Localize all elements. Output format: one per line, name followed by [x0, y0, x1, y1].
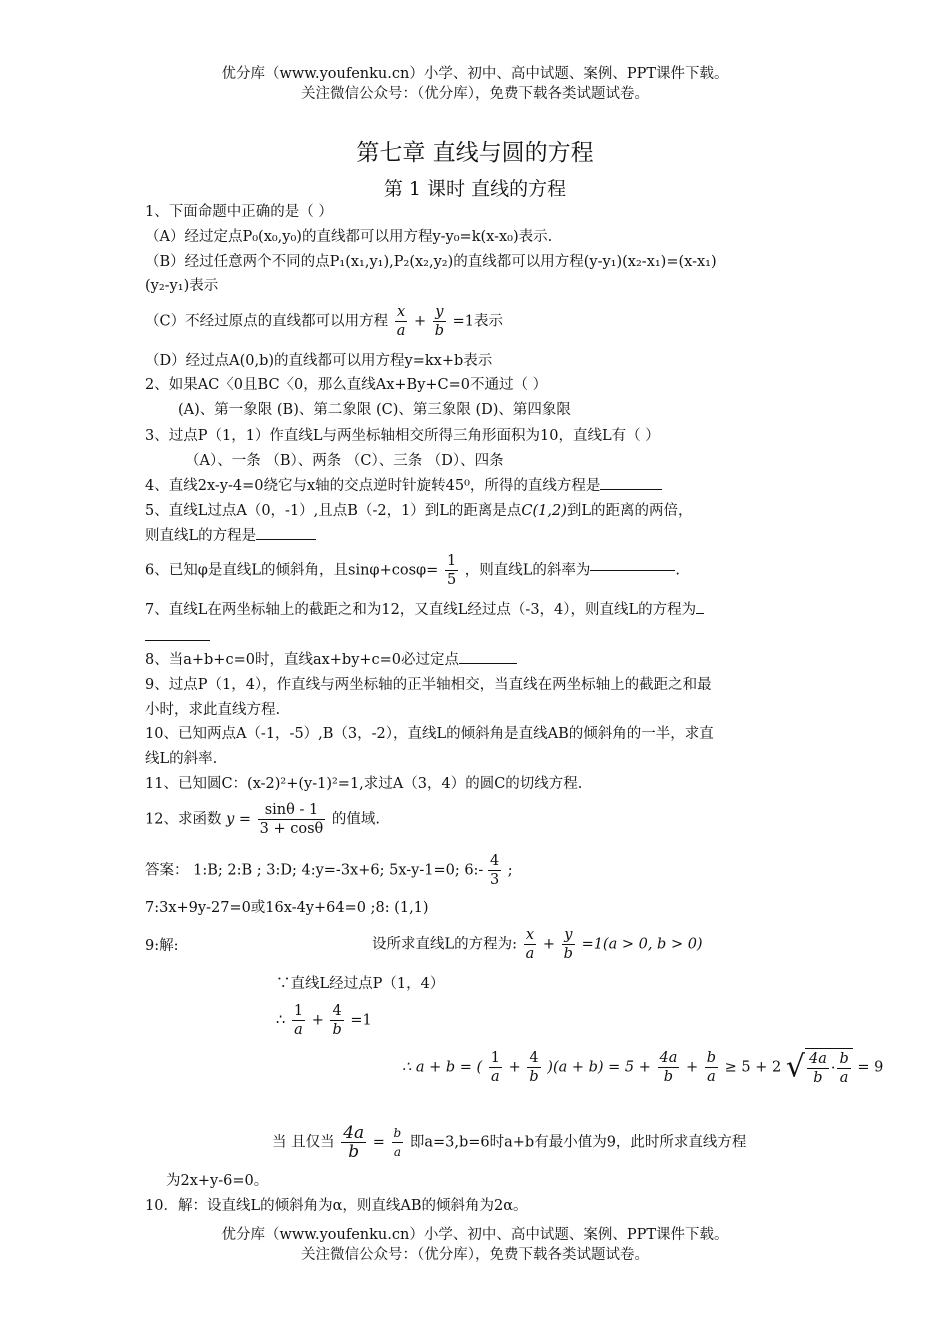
header-line-1: 优分库（www.youfenku.cn）小学、初中、高中试题、案例、PPT课件下载。: [221, 66, 729, 82]
footer-line-1: 优分库（www.youfenku.cn）小学、初中、高中试题、案例、PPT课件下载。: [221, 1227, 729, 1243]
fraction-x-over-a: $\frac{x}{a}$: [396, 304, 406, 339]
answer-blank: [600, 489, 662, 490]
sol9-when: 当 且仅当 $\frac{4a}{b}$ = $\frac{b}{a}$ 即a=3,b=6时a+b有最小值为9，此时所求直线方程: [272, 1123, 747, 1162]
q5-line-2: 则直线L的方程是: [145, 526, 316, 546]
answers-line-1: 答案： 1:B; 2:B ; 3:D; 4:y=-3x+6; 5x-y-1=0; 6:- $\frac{4}{3}$ ;: [145, 853, 513, 888]
answer-blank: [256, 539, 316, 540]
q9-line-1: 9、过点P（1，4），作直线与两坐标轴的正半轴相交，当直线在两坐标轴上的截距之和最: [145, 677, 712, 693]
q2-options: (A)、第一象限 (B)、第二象限 (C)、第三象限 (D)、第四象限: [178, 402, 571, 418]
q3-options: （A）、一条 （B）、两条 （C）、三条 （D）、四条: [185, 453, 504, 469]
q5-line-1: 5、直线L过点A（0，-1）,且点B（-2，1）到L的距离是点C(1,2)到L的距离的两倍，: [145, 503, 693, 519]
sol9-therefore-1: ∴ $\frac{1}{a}$ + $\frac{4}{b}$ =1: [276, 1003, 372, 1038]
lesson-title: 第 1 课时 直线的方程: [383, 178, 567, 200]
footer-line-2: 关注微信公众号：（优分库），免费下载各类试题试卷。: [301, 1247, 649, 1263]
q7-answer-blank: [145, 640, 210, 641]
q9-line-2: 小时，求此直线方程.: [145, 702, 281, 718]
fraction-sin-over-cos: $\frac{\sin\theta - 1}{3 + \cos\theta}$: [259, 802, 324, 837]
q1-option-c: （C）不经过原点的直线都可以用方程 $\frac{x}{a}$ + $\frac{y}{b}$ =1表示: [145, 304, 504, 339]
q4: 4、直线2x-y-4=0绕它与x轴的交点逆时针旋转45⁰，所得的直线方程是: [145, 476, 662, 496]
sol9-label: 9:解:: [145, 938, 179, 954]
q12: 12、求函数 y = $\frac{\sin\theta - 1}{3 + \cos\theta}$ 的值域.: [145, 802, 380, 837]
fraction-1-over-5: $\frac{1}{5}$: [446, 553, 457, 588]
q8: 8、当a+b+c=0时，直线ax+by+c=0必过定点: [145, 650, 517, 670]
q10-line-2: 线L的斜率.: [145, 751, 218, 767]
q3-stem: 3、过点P（1，1）作直线L与两坐标轴相交所得三角形面积为10，直线L有（ ）: [145, 428, 660, 444]
q10-line-1: 10、已知两点A（-1，-5）,B（3，-2），直线L的倾斜角是直线AB的倾斜角的一半，求直: [145, 726, 714, 742]
fraction-y-over-b: $\frac{y}{b}$: [434, 304, 445, 339]
q11: 11、已知圆C：(x-2)²+(y-1)²=1,求过A（3，4）的圆C的切线方程.: [145, 776, 583, 792]
sol9-result: 为2x+y-6=0。: [166, 1173, 269, 1189]
q1-option-b-cont: (y₂-y₁)表示: [145, 278, 219, 294]
sol9-set-equation: 设所求直线L的方程为: $\frac{x}{a}$ + $\frac{y}{b}$ =1(a > 0, b > 0): [372, 927, 703, 962]
q6: 6、已知φ是直线L的倾斜角，且sinφ+cosφ= $\frac{1}{5}$ ，则直线L的斜率为 .: [145, 553, 681, 588]
q2-stem: 2、如果AC〈0且BC〈0，那么直线Ax+By+C=0不通过（ ）: [145, 377, 548, 393]
q1-stem: 1、下面命题中正确的是（ ）: [145, 204, 333, 220]
sol9-because: ∵直线L经过点P（1，4）: [276, 976, 445, 992]
answers-line-2: 7:3x+9y-27=0或16x-4y+64=0 ;8: (1,1): [145, 900, 429, 916]
q1-option-d: （D）经过点A(0,b)的直线都可以用方程y=kx+b表示: [145, 353, 493, 369]
header-line-2: 关注微信公众号：（优分库），免费下载各类试题试卷。: [301, 86, 649, 102]
sol10: 10．解：设直线L的倾斜角为α，则直线AB的倾斜角为2α。: [145, 1198, 528, 1214]
chapter-title: 第七章 直线与圆的方程: [356, 140, 594, 166]
q1-option-a: （A）经过定点P₀(x₀,y₀)的直线都可以用方程y-y₀=k(x-x₀)表示.: [145, 229, 553, 245]
sol9-inequality: ∴ a + b = ( $\frac{1}{a}$ + $\frac{4}{b}$ )(a + b) = 5 + $\frac{4a}{b}$ + $\frac{b}{a}$ ≥ 5 + 2 √ $\frac{4a}{b}$ · $\frac{b}{a}$ = 9: [402, 1049, 884, 1086]
q1-option-b: （B）经过任意两个不同的点P₁(x₁,y₁),P₂(x₂,y₂)的直线都可以用方程(y-y₁)(x₂-x₁)=(x-x₁): [145, 254, 717, 270]
fraction-4-over-3: $\frac{4}{3}$: [489, 853, 500, 888]
answer-blank: [459, 663, 517, 664]
q7: 7、直线L在两坐标轴上的截距之和为12，又直线L经过点（-3，4），则直线L的方程为: [145, 600, 704, 620]
answer-blank: [590, 570, 675, 571]
